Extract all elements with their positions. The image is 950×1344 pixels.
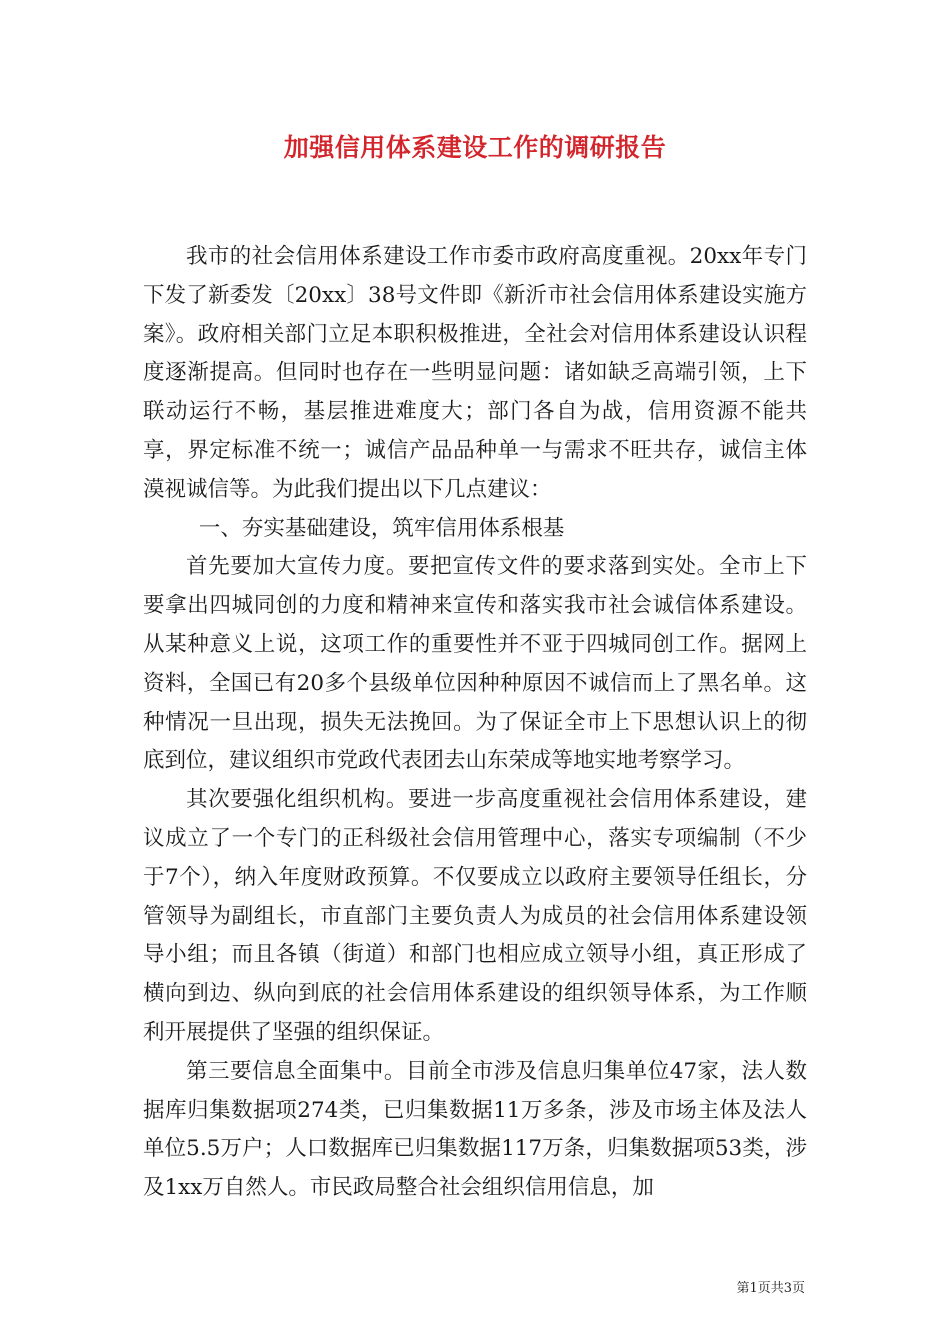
page-indicator: 第1页共3页 [736, 1281, 805, 1296]
document-body [143, 238, 807, 1208]
document-title: 加强信用体系建设工作的调研报告 [283, 133, 667, 162]
paragraph-publicity: 首先要加大宣传力度。要把宣传文件的要求落到实处。全市上下要拿出四城同创的力度和精神来宣传和落实我市社会诚信体系建设。从某种意义上说，这项工作的重要性并不亚于四城同创工作。据网上资料，全国已有20多个县级单位因种种原因不诚信而上了黑名单。这种情况一旦出现，损失无法挽回。为了保证全市上下思想认识上的彻底到位，建议组织市党政代表团去山东荣成等地实地考察学习。 [143, 554, 807, 774]
paragraph-organization: 其次要强化组织机构。要进一步高度重视社会信用体系建设，建议成立了一个专门的正科级社会信用管理中心，落实专项编制（不少于7个），纳入年度财政预算。不仅要成立以政府主要领导任组长，分管领导为副组长，市直部门主要负责人为成员的社会信用体系建设领导小组；而且各镇（街道）和部门也相应成立领导小组，真正形成了横向到边、纵向到底的社会信用体系建设的组织领导体系，为工作顺利开展提供了坚强的组织保证。 [143, 787, 807, 1045]
section-heading-1: 一、夯实基础建设，筑牢信用体系根基 [198, 515, 565, 541]
paragraph-information: 第三要信息全面集中。目前全市涉及信息归集单位47家，法人数据库归集数据项274类，已归集数据11万多条，涉及市场主体及法人单位5.5万户；人口数据库已归集数据117万条，归集数据项53类，涉及1xx万自然人。市民政局整合社会组织信用信息，加 [143, 1058, 807, 1201]
paragraph-intro: 我市的社会信用体系建设工作市委市政府高度重视。20xx年专门下发了新委发〔20xx〕38号文件即《新沂市社会信用体系建设实施方案》。政府相关部门立足本职积极推进，全社会对信用体系建设认识程度逐渐提高。但同时也存在一些明显问题：诸如缺乏高端引领，上下联动运行不畅，基层推进难度大；部门各自为战，信用资源不能共享，界定标准不统一；诚信产品品种单一与需求不旺共存，诚信主体漠视诚信等。为此我们提出以下几点建议： [143, 244, 807, 502]
